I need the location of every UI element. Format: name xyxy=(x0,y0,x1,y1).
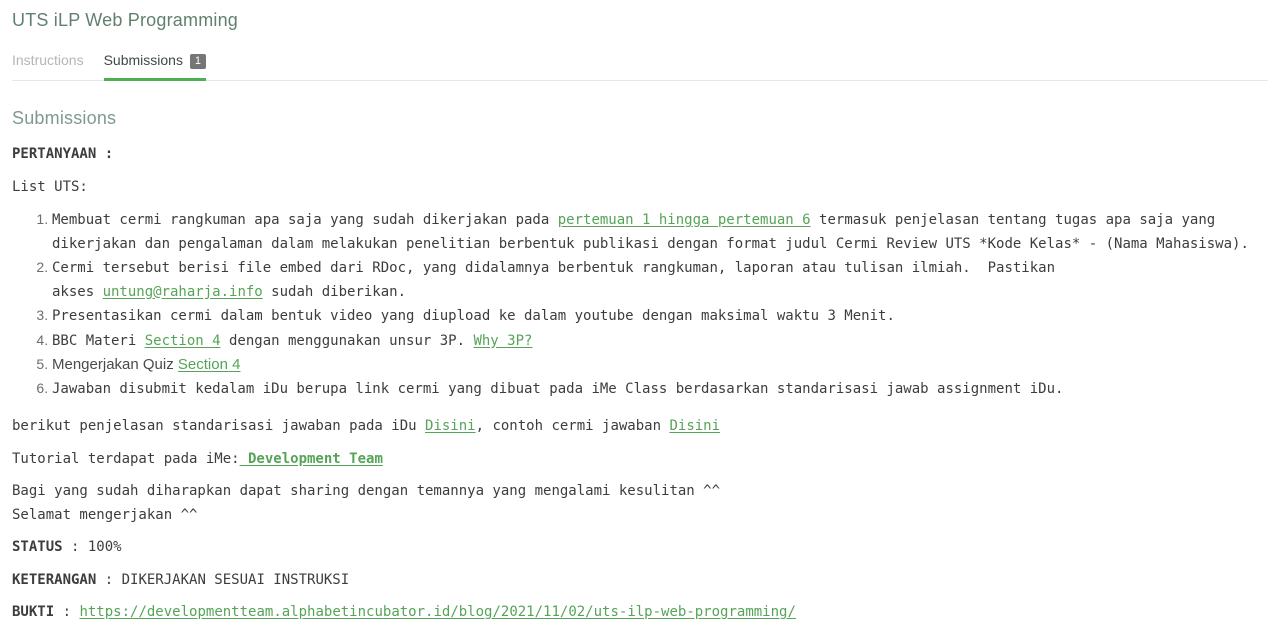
text-segment: : xyxy=(54,604,80,620)
uts-list xyxy=(12,208,1268,401)
page-title: UTS iLP Web Programming xyxy=(12,10,239,30)
submission-content xyxy=(12,143,1268,625)
text-segment: BUKTI xyxy=(12,604,55,620)
link[interactable]: Disini xyxy=(669,418,721,434)
paragraph xyxy=(12,536,1268,560)
text-segment: List UTS: xyxy=(12,178,88,195)
text-segment: PERTANYAAN : xyxy=(12,146,114,162)
text-segment: dikerjakan dan pengalaman dalam melakukan penelitian berbentuk publikasi dengan format judul Cermi Review UTS *Kode Kelas* - (Nama Mahasiswa). xyxy=(52,235,1249,252)
list-item xyxy=(52,377,1268,402)
text-segment: , contoh cermi jawaban xyxy=(475,418,670,434)
text-segment: Membuat cermi rangkuman apa saja yang sudah dikerjakan pada xyxy=(52,212,558,228)
text-segment: Tutorial terdapat pada iMe: xyxy=(12,450,240,467)
list-item xyxy=(52,329,1268,354)
paragraph xyxy=(12,176,1268,200)
tab-instructions[interactable]: Instructions xyxy=(12,52,84,68)
link[interactable]: pertemuan 1 hingga pertemuan 6 xyxy=(557,212,811,228)
list-item xyxy=(52,304,1268,329)
link[interactable]: Why 3P? xyxy=(473,332,533,349)
text-segment: KETERANGAN xyxy=(12,571,97,588)
link[interactable]: Section 4 xyxy=(144,332,221,349)
section-title: Submissions xyxy=(12,108,117,128)
list-item xyxy=(52,208,1268,256)
text-segment: Bagi yang sudah diharapkan dapat sharing dengan temannya yang mengalami kesulitan ^^ xyxy=(12,483,721,499)
paragraph xyxy=(12,448,1268,472)
list-item xyxy=(52,353,1268,377)
text-segment: Jawaban disubmit kedalam iDu berupa link cermi yang dibuat pada iMe Class berdasarkan standarisasi jawab assignment iDu. xyxy=(52,380,1064,397)
text-segment: Selamat mengerjakan ^^ xyxy=(12,506,198,523)
text-segment: : DIKERJAKAN SESUAI INSTRUKSI xyxy=(96,571,350,588)
link[interactable]: Development Team xyxy=(239,450,383,467)
list-item xyxy=(52,256,1268,304)
link[interactable]: https://developmentteam.alphabetincubator.id/blog/2021/11/02/uts-ilp-web-programming/ xyxy=(79,604,796,620)
text-segment: Mengerjakan Quiz xyxy=(52,356,178,373)
text-segment: akses xyxy=(52,283,103,300)
text-segment: Presentasikan cermi dalam bentuk video yang diupload ke dalam youtube dengan maksimal waktu 3 Menit. xyxy=(52,308,895,324)
text-segment: dengan menggunakan unsur 3P. xyxy=(220,332,474,349)
text-segment: termasuk penjelasan tentang tugas apa saja yang xyxy=(810,212,1216,228)
link[interactable]: Section 4 xyxy=(177,356,241,373)
link[interactable]: untung@raharja.info xyxy=(102,283,263,300)
submissions-count-badge: 1 xyxy=(190,54,206,69)
tab-bar xyxy=(12,46,1268,81)
tab-submissions-label: Submissions xyxy=(103,52,183,68)
link[interactable]: Disini xyxy=(425,418,476,434)
paragraph xyxy=(12,601,1268,625)
paragraph xyxy=(12,143,1268,167)
text-segment: sudah diberikan. xyxy=(262,283,407,300)
tab-submissions[interactable] xyxy=(104,46,206,81)
paragraph xyxy=(12,480,1268,527)
text-segment: : 100% xyxy=(62,539,122,555)
text-segment: Cermi tersebut berisi file embed dari RDoc, yang didalamnya berbentuk rangkuman, laporan atau tulisan ilmiah. Pastikan xyxy=(52,260,1056,276)
paragraph xyxy=(12,415,1268,439)
text-segment: BBC Materi xyxy=(52,332,145,349)
paragraph xyxy=(12,569,1268,593)
text-segment: berikut penjelasan standarisasi jawaban pada iDu xyxy=(12,418,426,434)
text-segment: STATUS xyxy=(12,539,63,555)
